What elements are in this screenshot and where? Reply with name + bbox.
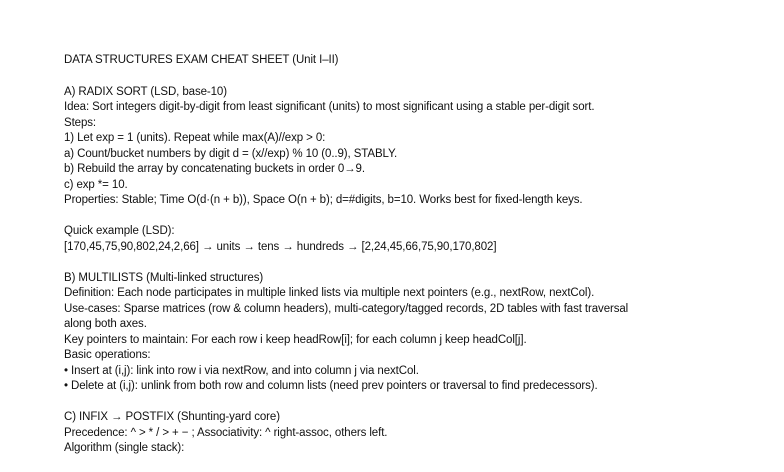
document-title: DATA STRUCTURES EXAM CHEAT SHEET (Unit I–II) xyxy=(64,54,339,66)
multilists-operations-label: Basic operations: xyxy=(64,349,151,361)
section-quick-example xyxy=(64,224,764,255)
infix-algorithm: Algorithm (single stack): xyxy=(64,442,185,454)
infix-precedence: Precedence: ^ > * / > + − ; Associativity: ^ right-assoc, others left. xyxy=(64,426,388,439)
quick-example-label: Quick example (LSD): xyxy=(64,225,175,237)
section-radix-sort xyxy=(64,85,764,209)
multilists-use-cases-line-1: Use-cases: Sparse matrices (row & column headers), multi-category/tagged records, 2D tables with fast traversal xyxy=(64,302,629,315)
section-multilists xyxy=(64,271,764,395)
multilists-use-cases-line-2: along both axes. xyxy=(64,318,147,330)
section-infix-postfix xyxy=(64,410,764,457)
radix-step-a: a) Count/bucket numbers by digit d = (x//exp) % 10 (0..9), STABLY. xyxy=(64,147,398,160)
radix-properties: Properties: Stable; Time O(d·(n + b)), Space O(n + b); d=#digits, b=10. Works best for fixed-length keys. xyxy=(64,194,583,206)
radix-step-b: b) Rebuild the array by concatenating buckets in order 0→9. xyxy=(64,163,365,175)
radix-steps-label: Steps: xyxy=(64,116,97,129)
radix-step-c: c) exp *= 10. xyxy=(64,178,128,191)
radix-idea: Idea: Sort integers digit-by-digit from least significant (units) to most significant using a stable per-digit sort. xyxy=(64,101,595,113)
multilists-op-delete: • Delete at (i,j): unlink from both row and column lists (need prev pointers or traversal to find predecessors). xyxy=(64,380,598,392)
quick-example-content: [170,45,75,90,802,24,2,66] → units → tens → hundreds → [2,24,45,66,75,90,170,802] xyxy=(64,240,497,253)
radix-step-1: 1) Let exp = 1 (units). Repeat while max(A)//exp > 0: xyxy=(64,132,326,144)
cheat-sheet-text xyxy=(64,53,764,472)
multilists-heading: B) MULTILISTS (Multi-linked structures) xyxy=(64,271,264,284)
multilists-op-insert: • Insert at (i,j): link into row i via nextRow, and into column j via nextCol. xyxy=(64,364,419,377)
infix-heading: C) INFIX → POSTFIX (Shunting-yard core) xyxy=(64,411,280,423)
multilists-definition: Definition: Each node participates in multiple linked lists via multiple next pointers (e.g., nextRow, nextCol). xyxy=(64,287,595,299)
radix-heading: A) RADIX SORT (LSD, base-10) xyxy=(64,85,227,98)
multilists-key-pointers: Key pointers to maintain: For each row i keep headRow[i]; for each column j keep headCol[j]. xyxy=(64,333,527,346)
